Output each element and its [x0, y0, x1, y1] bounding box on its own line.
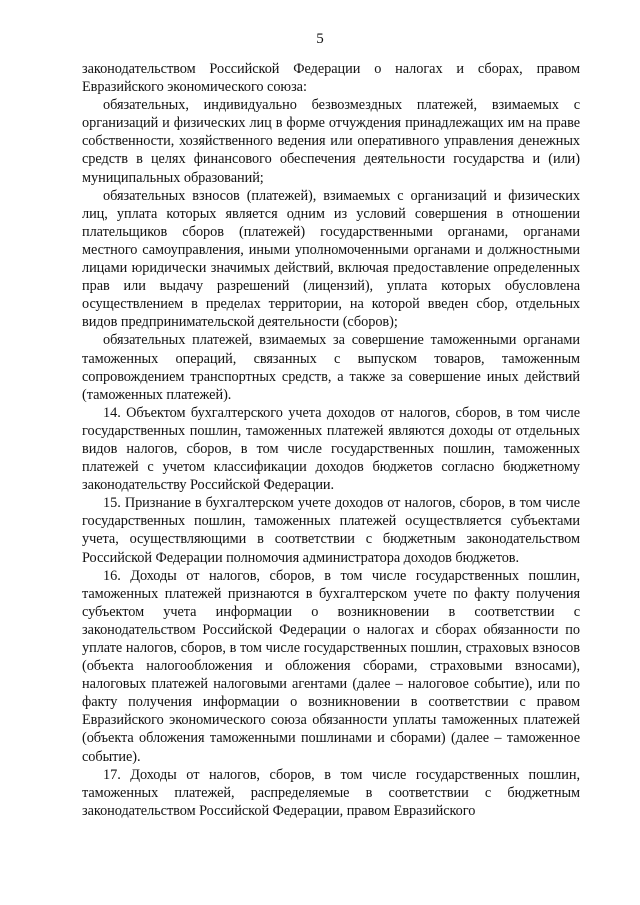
page-number: 5	[316, 31, 324, 47]
paragraph-fees-definition: обязательных взносов (платежей), взимаемых с организаций и физических лиц, уплата которых является одним из условий совершения в отношении плательщиков сборов (платежей) государственными органами, органами местного самоуправления, иными уполномоченными органами и должностными лицами юридически значимых действий, включая предоставление определенных прав или выдачу разрешений (лицензий), уплата которых обусловлена осуществлением в пределах территории, на которой введен сбор, отдельных видов предпринимательской деятельности (сборов);	[82, 187, 580, 331]
paragraph-item-17: 17. Доходы от налогов, сборов, в том числе государственных пошлин, таможенных платежей, распределяемые в соответствии с бюджетным законодательством Российской Федерации, правом Евразийского	[82, 766, 580, 819]
paragraph-taxes-definition: обязательных, индивидуально безвозмездных платежей, взимаемых с организаций и физических лиц в форме отчуждения принадлежащих им на праве собственности, хозяйственного ведения или оперативного управления денежных средств в целях финансового обеспечения деятельности государства и (или) муниципальных образований;	[82, 97, 580, 186]
paragraph-customs-payments-definition: обязательных платежей, взимаемых за совершение таможенными органами таможенных операций, связанных с выпуском товаров, таможенным сопровождением транспортных средств, а также за совершение иных действий (таможенных платежей).	[82, 332, 580, 403]
paragraph-item-16: 16. Доходы от налогов, сборов, в том числе государственных пошлин, таможенных платежей признаются в бухгалтерском учете по факту получения субъектом учета информации о возникновении в соответствии с законодательством Российской Федерации о налогах и сборах обязанности по уплате налогов, сборов, в том числе государственных пошлин, страховых взносов (объекта налогообложения и обложения сборами, страховыми взносами), налоговых платежей налоговыми агентами (далее – налоговое событие), или по факту получения информации о возникновении в соответствии с правом Евразийского экономического союза обязанности уплаты таможенных платежей (объекта обложения таможенными пошлинами и сборами) (далее – таможенное событие).	[82, 567, 580, 765]
paragraph-continuation: законодательством Российской Федерации о налогах и сборах, правом Евразийского экономического союза:	[82, 61, 580, 96]
document-body	[82, 60, 580, 820]
paragraph-item-15: 15. Признание в бухгалтерском учете доходов от налогов, сборов, в том числе государственных пошлин, таможенных платежей осуществляется субъектами учета, осуществляющими в соответствии с бюджетным законодательством Российской Федерации полномочия администратора доходов бюджетов.	[82, 495, 580, 566]
paragraph-item-14: 14. Объектом бухгалтерского учета доходов от налогов, сборов, в том числе государственных пошлин, таможенных платежей являются доходы от отдельных видов налогов, сборов, в том числе государственных пошлин, таможенных платежей с учетом классификации доходов бюджетов согласно бюджетному законодательству Российской Федерации.	[82, 404, 580, 494]
